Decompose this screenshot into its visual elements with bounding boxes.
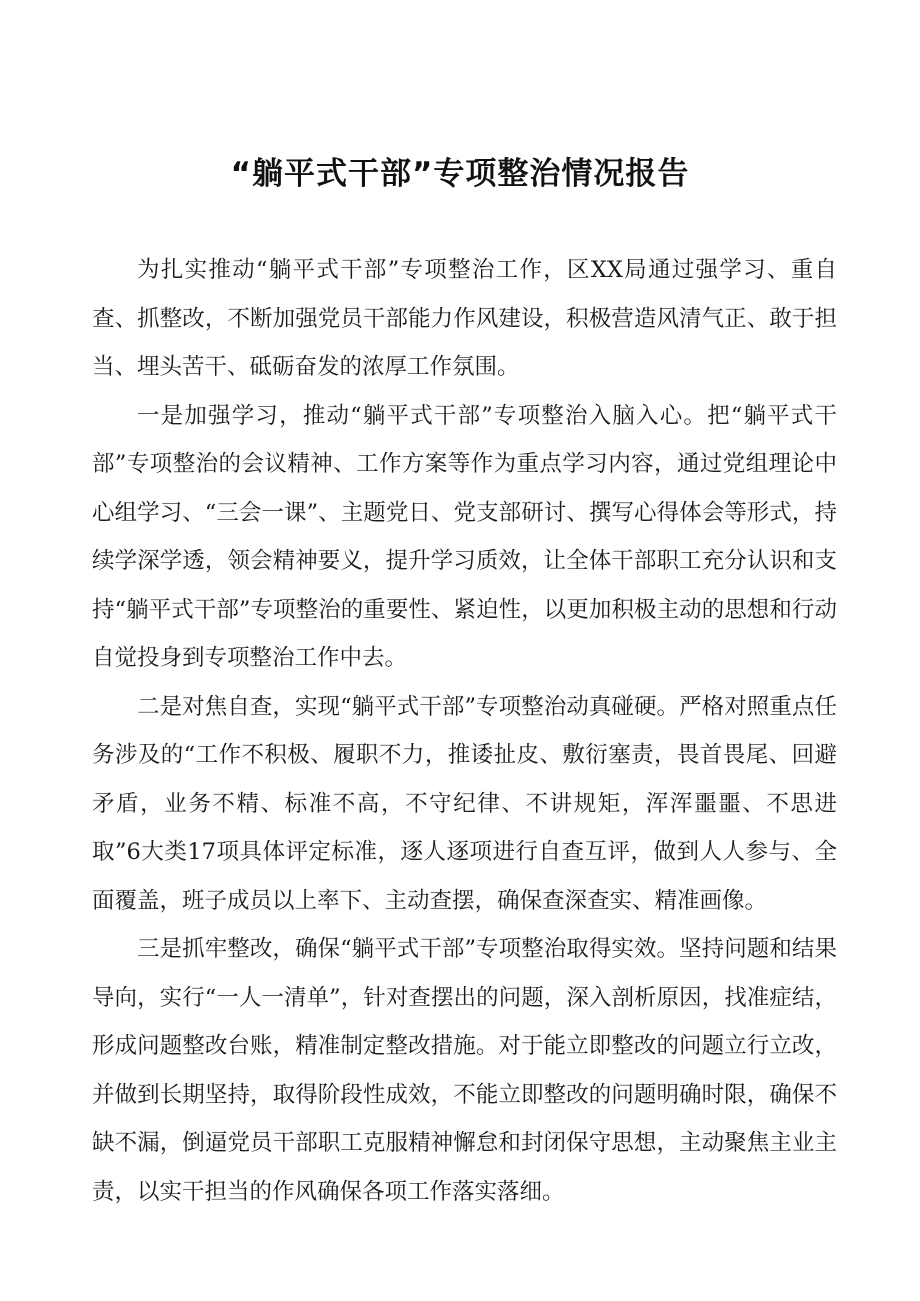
document-title: “躺平式干部”专项整治情况报告 [230, 156, 690, 192]
paragraph-intro: 为扎实推动“躺平式干部”专项整治工作，区XX局通过强学习、重自查、抓整改，不断加强党员干部能力作风建设，积极营造风清气正、敢于担当、埋头苦干、砥砺奋发的浓厚工作氛围。 [92, 257, 837, 380]
document-body [92, 246, 837, 1216]
paragraph-rectification: 三是抓牢整改，确保“躺平式干部”专项整治取得实效。坚持问题和结果导向，实行“一人一清单”，针对查摆出的问题，深入剖析原因，找准症结，形成问题整改台账，精准制定整改措施。对于能立即整改的问题立行立改，并做到长期坚持，取得阶段性成效，不能立即整改的问题明确时限，确保不缺不漏，倒逼党员干部职工克服精神懈怠和封闭保守思想，主动聚焦主业主责，以实干担当的作风确保各项工作落实落细。 [92, 936, 837, 1205]
paragraph-study: 一是加强学习，推动“躺平式干部”专项整治入脑入心。把“躺平式干部”专项整治的会议精神、工作方案等作为重点学习内容，通过党组理论中心组学习、“三会一课”、主题党日、党支部研讨、撰写心得体会等形式，持续学深学透，领会精神要义，提升学习质效，让全体干部职工充分认识和支持“躺平式干部”专项整治的重要性、紧迫性，以更加积极主动的思想和行动自觉投身到专项整治工作中去。 [92, 402, 837, 671]
paragraph-self-check: 二是对焦自查，实现“躺平式干部”专项整治动真碰硬。严格对照重点任务涉及的“工作不积极、履职不力，推诿扯皮、敷衍塞责，畏首畏尾、回避矛盾，业务不精、标准不高，不守纪律、不讲规矩，浑浑噩噩、不思进取”6大类17项具体评定标准，逐人逐项进行自查互评，做到人人参与、全面覆盖，班子成员以上率下、主动查摆，确保查深查实、精准画像。 [92, 693, 837, 914]
